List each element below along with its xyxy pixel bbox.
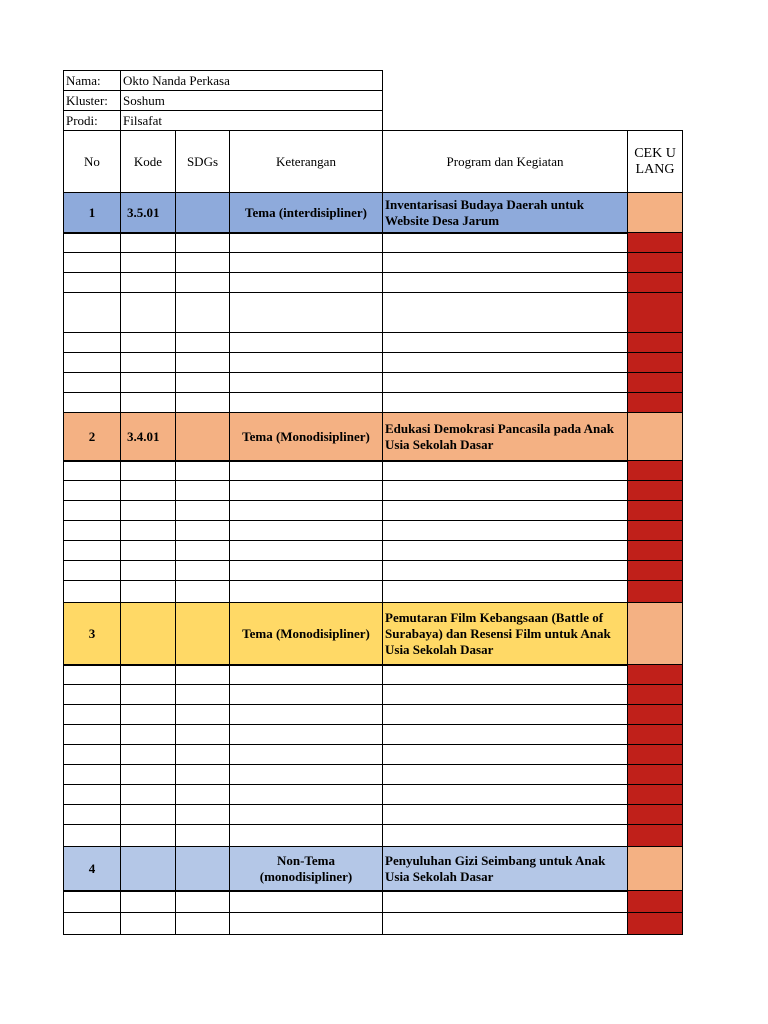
cek-ulang-status (627, 602, 683, 665)
detail-cell (120, 232, 176, 253)
detail-cell (120, 372, 176, 393)
program-keterangan-text: Tema (interdisipliner) (245, 204, 367, 220)
program-kode (120, 846, 176, 891)
detail-cell (229, 480, 383, 501)
detail-cell (63, 704, 121, 725)
detail-cell (229, 704, 383, 725)
cek-ulang-cell (627, 332, 683, 353)
program-keterangan-text: Tema (Monodisipliner) (242, 428, 370, 444)
detail-cell (229, 232, 383, 253)
detail-cell (382, 520, 628, 541)
header-no-text: No (84, 153, 100, 169)
detail-cell (120, 540, 176, 561)
detail-cell (120, 724, 176, 745)
header-program-text: Program dan Kegiatan (446, 153, 564, 169)
info-label (63, 90, 121, 111)
cek-ulang-cell (627, 352, 683, 373)
program-no-text: 4 (88, 860, 96, 876)
detail-cell (382, 664, 628, 685)
cek-ulang-cell (627, 784, 683, 805)
program-keterangan-text: Tema (Monodisipliner) (242, 625, 370, 641)
program-sdgs (175, 412, 230, 461)
info-label-text: Kluster: (66, 92, 108, 108)
program-kode (120, 412, 176, 461)
detail-cell (175, 804, 230, 825)
cek-ulang-cell (627, 460, 683, 481)
header-cek-ulang-text: CEK ULANG (634, 145, 676, 177)
program-title (382, 192, 628, 233)
detail-cell (382, 332, 628, 353)
detail-cell (382, 824, 628, 847)
detail-cell (120, 764, 176, 785)
detail-cell (175, 912, 230, 935)
detail-cell (175, 392, 230, 413)
program-no-text: 3 (88, 625, 96, 641)
cek-ulang-status (627, 846, 683, 891)
detail-cell (175, 540, 230, 561)
header-sdgs (175, 130, 230, 193)
detail-cell (175, 332, 230, 353)
detail-cell (175, 500, 230, 521)
detail-cell (229, 540, 383, 561)
detail-cell (63, 824, 121, 847)
detail-cell (382, 724, 628, 745)
detail-cell (175, 252, 230, 273)
info-label (63, 70, 121, 91)
detail-cell (120, 744, 176, 765)
program-no (63, 412, 121, 461)
detail-cell (63, 684, 121, 705)
program-title (382, 602, 628, 665)
cek-ulang-cell (627, 500, 683, 521)
detail-cell (382, 352, 628, 373)
cek-ulang-cell (627, 724, 683, 745)
detail-cell (175, 352, 230, 373)
program-kode (120, 602, 176, 665)
detail-cell (229, 764, 383, 785)
program-kode-text: 3.5.01 (127, 204, 160, 220)
detail-cell (229, 372, 383, 393)
detail-cell (120, 480, 176, 501)
detail-cell (382, 764, 628, 785)
detail-cell (382, 372, 628, 393)
detail-cell (229, 460, 383, 481)
header-sdgs-text: SDGs (186, 153, 219, 169)
program-keterangan (229, 602, 383, 665)
program-no (63, 846, 121, 891)
info-label-text: Nama: (66, 72, 101, 88)
detail-cell (120, 292, 176, 333)
detail-cell (229, 664, 383, 685)
detail-cell (175, 784, 230, 805)
detail-cell (229, 890, 383, 913)
detail-cell (175, 580, 230, 603)
detail-cell (382, 272, 628, 293)
detail-cell (382, 292, 628, 333)
detail-cell (63, 480, 121, 501)
detail-cell (63, 232, 121, 253)
detail-cell (175, 704, 230, 725)
info-value (120, 110, 383, 131)
program-kode-text: 3.4.01 (127, 428, 160, 444)
detail-cell (175, 560, 230, 581)
detail-cell (382, 744, 628, 765)
detail-cell (229, 500, 383, 521)
detail-cell (229, 292, 383, 333)
detail-cell (63, 500, 121, 521)
cek-ulang-cell (627, 232, 683, 253)
detail-cell (175, 520, 230, 541)
detail-cell (229, 252, 383, 273)
program-keterangan (229, 412, 383, 461)
program-keterangan (229, 192, 383, 233)
detail-cell (175, 272, 230, 293)
header-no (63, 130, 121, 193)
detail-cell (120, 560, 176, 581)
detail-cell (120, 500, 176, 521)
detail-cell (229, 684, 383, 705)
info-value-text: Soshum (123, 92, 165, 108)
cek-ulang-cell (627, 704, 683, 725)
cek-ulang-cell (627, 392, 683, 413)
detail-cell (382, 460, 628, 481)
program-sdgs (175, 846, 230, 891)
detail-cell (175, 724, 230, 745)
detail-cell (229, 580, 383, 603)
detail-cell (175, 292, 230, 333)
detail-cell (120, 580, 176, 603)
detail-cell (382, 500, 628, 521)
detail-cell (120, 520, 176, 541)
detail-cell (382, 890, 628, 913)
detail-cell (63, 352, 121, 373)
detail-cell (229, 724, 383, 745)
detail-cell (175, 372, 230, 393)
cek-ulang-cell (627, 912, 683, 935)
detail-cell (63, 252, 121, 273)
detail-cell (382, 232, 628, 253)
header-cek-ulang (627, 130, 683, 193)
info-label (63, 110, 121, 131)
detail-cell (382, 704, 628, 725)
detail-cell (175, 684, 230, 705)
detail-cell (120, 392, 176, 413)
detail-cell (63, 804, 121, 825)
detail-cell (120, 912, 176, 935)
detail-cell (63, 724, 121, 745)
detail-cell (63, 332, 121, 353)
detail-cell (175, 744, 230, 765)
program-title (382, 412, 628, 461)
detail-cell (63, 372, 121, 393)
detail-cell (63, 272, 121, 293)
header-keterangan (229, 130, 383, 193)
detail-cell (63, 580, 121, 603)
program-sdgs (175, 602, 230, 665)
detail-cell (229, 520, 383, 541)
program-kode (120, 192, 176, 233)
program-keterangan-text: Non-Tema (monodisipliner) (259, 852, 353, 884)
detail-cell (229, 824, 383, 847)
detail-cell (382, 392, 628, 413)
cek-ulang-cell (627, 560, 683, 581)
cek-ulang-cell (627, 744, 683, 765)
detail-cell (382, 580, 628, 603)
detail-cell (63, 764, 121, 785)
cek-ulang-cell (627, 764, 683, 785)
detail-cell (175, 824, 230, 847)
detail-cell (120, 352, 176, 373)
detail-cell (120, 890, 176, 913)
detail-cell (382, 784, 628, 805)
info-value (120, 70, 383, 91)
detail-cell (229, 392, 383, 413)
cek-ulang-cell (627, 480, 683, 501)
info-value-text: Filsafat (123, 112, 162, 128)
detail-cell (382, 540, 628, 561)
detail-cell (120, 664, 176, 685)
detail-cell (382, 912, 628, 935)
detail-cell (63, 784, 121, 805)
detail-cell (120, 804, 176, 825)
detail-cell (63, 744, 121, 765)
detail-cell (229, 804, 383, 825)
cek-ulang-cell (627, 272, 683, 293)
program-keterangan (229, 846, 383, 891)
header-keterangan-text: Keterangan (276, 153, 336, 169)
cek-ulang-status (627, 412, 683, 461)
cek-ulang-cell (627, 890, 683, 913)
detail-cell (120, 704, 176, 725)
detail-cell (229, 560, 383, 581)
detail-cell (382, 684, 628, 705)
program-no-text: 1 (88, 204, 96, 220)
detail-cell (229, 272, 383, 293)
detail-cell (120, 252, 176, 273)
detail-cell (229, 784, 383, 805)
detail-cell (175, 890, 230, 913)
cek-ulang-cell (627, 520, 683, 541)
detail-cell (63, 520, 121, 541)
cek-ulang-cell (627, 824, 683, 847)
header-kode (120, 130, 176, 193)
detail-cell (175, 460, 230, 481)
cek-ulang-cell (627, 540, 683, 561)
detail-cell (120, 784, 176, 805)
detail-cell (229, 332, 383, 353)
detail-cell (382, 560, 628, 581)
detail-cell (382, 480, 628, 501)
cek-ulang-cell (627, 252, 683, 273)
info-value (120, 90, 383, 111)
header-program (382, 130, 628, 193)
detail-cell (229, 744, 383, 765)
detail-cell (63, 392, 121, 413)
program-title-text: Pemutaran Film Kebangsaan (Battle of Surabaya) dan Resensi Film untuk Anak Usia Sekolah Dasar (385, 609, 611, 657)
detail-cell (63, 540, 121, 561)
program-title (382, 846, 628, 891)
detail-cell (120, 332, 176, 353)
info-label-text: Prodi: (66, 112, 98, 128)
detail-cell (120, 824, 176, 847)
detail-cell (175, 480, 230, 501)
detail-cell (63, 292, 121, 333)
program-no (63, 602, 121, 665)
cek-ulang-cell (627, 664, 683, 685)
detail-cell (382, 804, 628, 825)
detail-cell (120, 272, 176, 293)
header-kode-text: Kode (133, 153, 163, 169)
program-sdgs (175, 192, 230, 233)
detail-cell (63, 460, 121, 481)
cek-ulang-cell (627, 804, 683, 825)
cek-ulang-cell (627, 372, 683, 393)
detail-cell (63, 890, 121, 913)
detail-cell (382, 252, 628, 273)
program-no (63, 192, 121, 233)
detail-cell (120, 684, 176, 705)
program-title-text: Penyuluhan Gizi Seimbang untuk Anak Usia Sekolah Dasar (385, 852, 606, 884)
detail-cell (175, 764, 230, 785)
detail-cell (63, 912, 121, 935)
cek-ulang-cell (627, 684, 683, 705)
program-title-text: Inventarisasi Budaya Daerah untuk Website Desa Jarum (385, 196, 585, 228)
cek-ulang-cell (627, 580, 683, 603)
detail-cell (175, 664, 230, 685)
program-no-text: 2 (88, 428, 96, 444)
detail-cell (229, 352, 383, 373)
detail-cell (63, 560, 121, 581)
cek-ulang-status (627, 192, 683, 233)
info-value-text: Okto Nanda Perkasa (123, 72, 230, 88)
detail-cell (63, 664, 121, 685)
detail-cell (175, 232, 230, 253)
program-title-text: Edukasi Demokrasi Pancasila pada Anak Usia Sekolah Dasar (385, 420, 615, 452)
detail-cell (120, 460, 176, 481)
detail-cell (229, 912, 383, 935)
cek-ulang-cell (627, 292, 683, 333)
